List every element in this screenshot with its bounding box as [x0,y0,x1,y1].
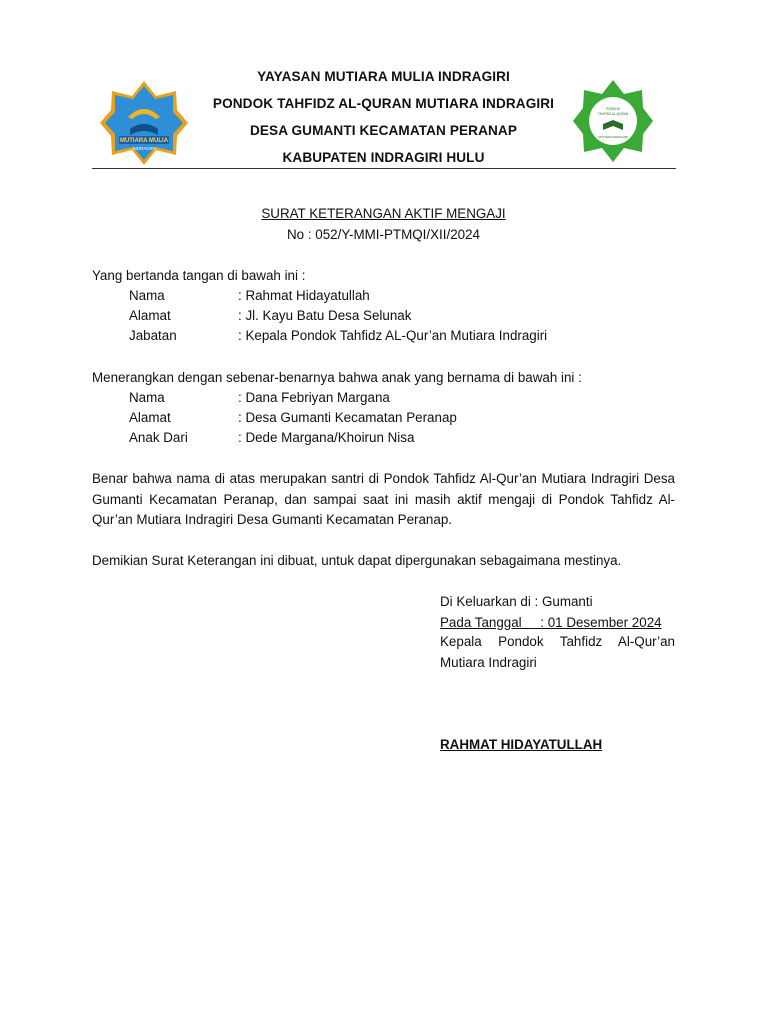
logo-left-text: MUTIARA MULIA [119,138,169,144]
village-line: DESA GUMANTI KECAMATAN PERANAP [249,123,518,138]
student-address-label: Alamat [129,410,171,425]
signer-name-value: : Rahmat Hidayatullah [238,288,370,303]
student-parents-label: Anak Dari [129,430,188,445]
signer-address-label: Alamat [129,308,171,323]
issued-place: Di Keluarkan di : Gumanti [440,594,593,609]
header-divider [92,168,676,169]
declares-text: Menerangkan dengan sebenar-benarnya bahwa anak yang bernama di bawah ini : [92,370,582,385]
signer-name-label: Nama [129,288,165,303]
student-name-label: Nama [129,390,165,405]
student-address-value: : Desa Gumanti Kecamatan Peranap [238,410,457,425]
letter-number: No : 052/Y-MMI-PTMQI/XII/2024 [287,227,480,242]
signer-position-value: : Kepala Pondok Tahfidz AL-Qur’an Mutiara Indragiri [238,328,548,343]
foundation-name: YAYASAN MUTIARA MULIA INDRAGIRI [257,69,510,84]
student-name-value: : Dana Febriyan Margana [238,390,390,405]
regency-line: KABUPATEN INDRAGIRI HULU [282,150,485,165]
issued-date: Pada Tanggal : 01 Desember 2024 [440,615,662,630]
svg-text:PONDOK: PONDOK [606,107,620,111]
svg-text:TAHFIDZ AL-QURAN: TAHFIDZ AL-QURAN [597,112,629,116]
body-paragraph: Benar bahwa nama di atas merupakan santri di Pondok Tahfidz Al-Qur’an Mutiara Indragiri Desa Gumanti Kecamatan Peranap, dan sampai saat ini masih aktif mengaji di Pondok Tahfidz Al-Qur’an Mutiara Indragiri Desa Gumanti Kecamatan Peranap. [92,471,675,528]
letter-title: SURAT KETERANGAN AKTIF MENGAJI [261,206,506,221]
intro-text: Yang bertanda tangan di bawah ini : [92,268,306,283]
signer-position-label: Jabatan [129,328,177,343]
signer-title: Kepala Pondok Tahfidz Al-Qur’an Mutiara Indragiri [440,634,675,670]
student-parents-value: : Dede Margana/Khoirun Nisa [238,430,415,445]
svg-text:MUTIARA INDRAGIRI: MUTIARA INDRAGIRI [598,135,628,139]
signer-name: RAHMAT HIDAYATULLAH [440,737,603,752]
signer-address-value: : Jl. Kayu Batu Desa Selunak [238,308,412,323]
school-name: PONDOK TAHFIDZ AL-QURAN MUTIARA INDRAGIRI [212,96,555,111]
closing-paragraph: Demikian Surat Keterangan ini dibuat, untuk dapat dipergunakan sebagaimana mestinya. [92,553,622,568]
svg-text:INDRAGIRI: INDRAGIRI [132,146,156,151]
